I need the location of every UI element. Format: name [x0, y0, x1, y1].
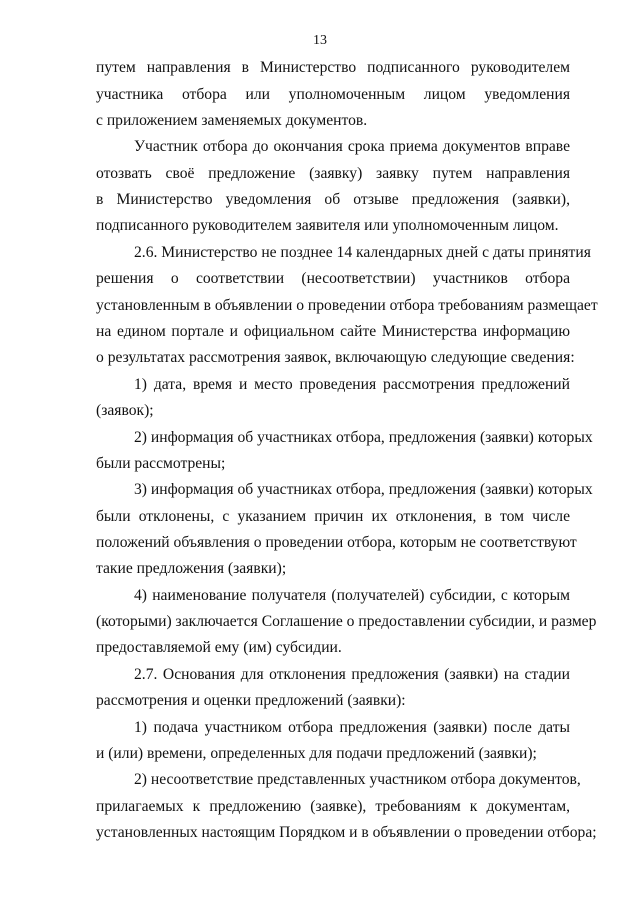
- text-line: установленным в объявлении о проведении отбора требованиям размещает: [96, 297, 598, 314]
- text-line: о результатах рассмотрения заявок, включающую следующие сведения:: [96, 349, 575, 366]
- text-line: такие предложения (заявки);: [96, 560, 287, 577]
- text-line: в Министерство уведомления об отзыве предложения (заявки),: [96, 191, 570, 208]
- text-line: отозвать своё предложение (заявку) заявку путем направления: [96, 165, 570, 182]
- text-line: и (или) времени, определенных для подачи предложений (заявки);: [96, 745, 537, 762]
- text-line: 2.6. Министерство не позднее 14 календарных дней с даты принятия: [134, 244, 591, 261]
- text-line: на едином портале и официальном сайте Министерства информацию: [96, 323, 570, 340]
- text-line: решения о соответствии (несоответствии) участников отбора: [96, 270, 570, 287]
- text-line: 4) наименование получателя (получателей) субсидии, с которым: [134, 587, 570, 604]
- text-line: 3) информация об участниках отбора, предложения (заявки) которых: [134, 481, 593, 498]
- text-line: (которыми) заключается Соглашение о предоставлении субсидии, и размер: [96, 613, 597, 630]
- text-line: 2.7. Основания для отклонения предложения (заявки) на стадии: [134, 666, 570, 683]
- text-line: установленных настоящим Порядком и в объявлении о проведении отбора;: [96, 824, 597, 841]
- page-number: 13: [313, 33, 327, 48]
- text-line: 2) информация об участниках отбора, предложения (заявки) которых: [134, 429, 593, 446]
- text-line: предоставляемой ему (им) субсидии.: [96, 639, 342, 656]
- text-line: были отклонены, с указанием причин их отклонения, в том числе: [96, 508, 570, 525]
- text-line: рассмотрения и оценки предложений (заявки):: [96, 692, 406, 709]
- text-line: 1) дата, время и место проведения рассмотрения предложений: [134, 376, 570, 393]
- text-line: прилагаемых к предложению (заявке), требованиям к документам,: [96, 798, 570, 815]
- text-line: положений объявления о проведении отбора, которым не соответствуют: [96, 534, 577, 551]
- text-line: участника отбора или уполномоченным лицом уведомления: [96, 86, 570, 103]
- text-line: путем направления в Министерство подписанного руководителем: [96, 59, 570, 76]
- text-line: 1) подача участником отбора предложения (заявки) после даты: [134, 719, 570, 736]
- text-line: были рассмотрены;: [96, 455, 226, 472]
- text-line: 2) несоответствие представленных участником отбора документов,: [134, 771, 581, 788]
- text-line: Участник отбора до окончания срока приема документов вправе: [134, 138, 570, 155]
- text-line: подписанного руководителем заявителя или уполномоченным лицом.: [96, 217, 559, 234]
- text-line: с приложением заменяемых документов.: [96, 112, 368, 129]
- text-line: (заявок);: [96, 402, 154, 419]
